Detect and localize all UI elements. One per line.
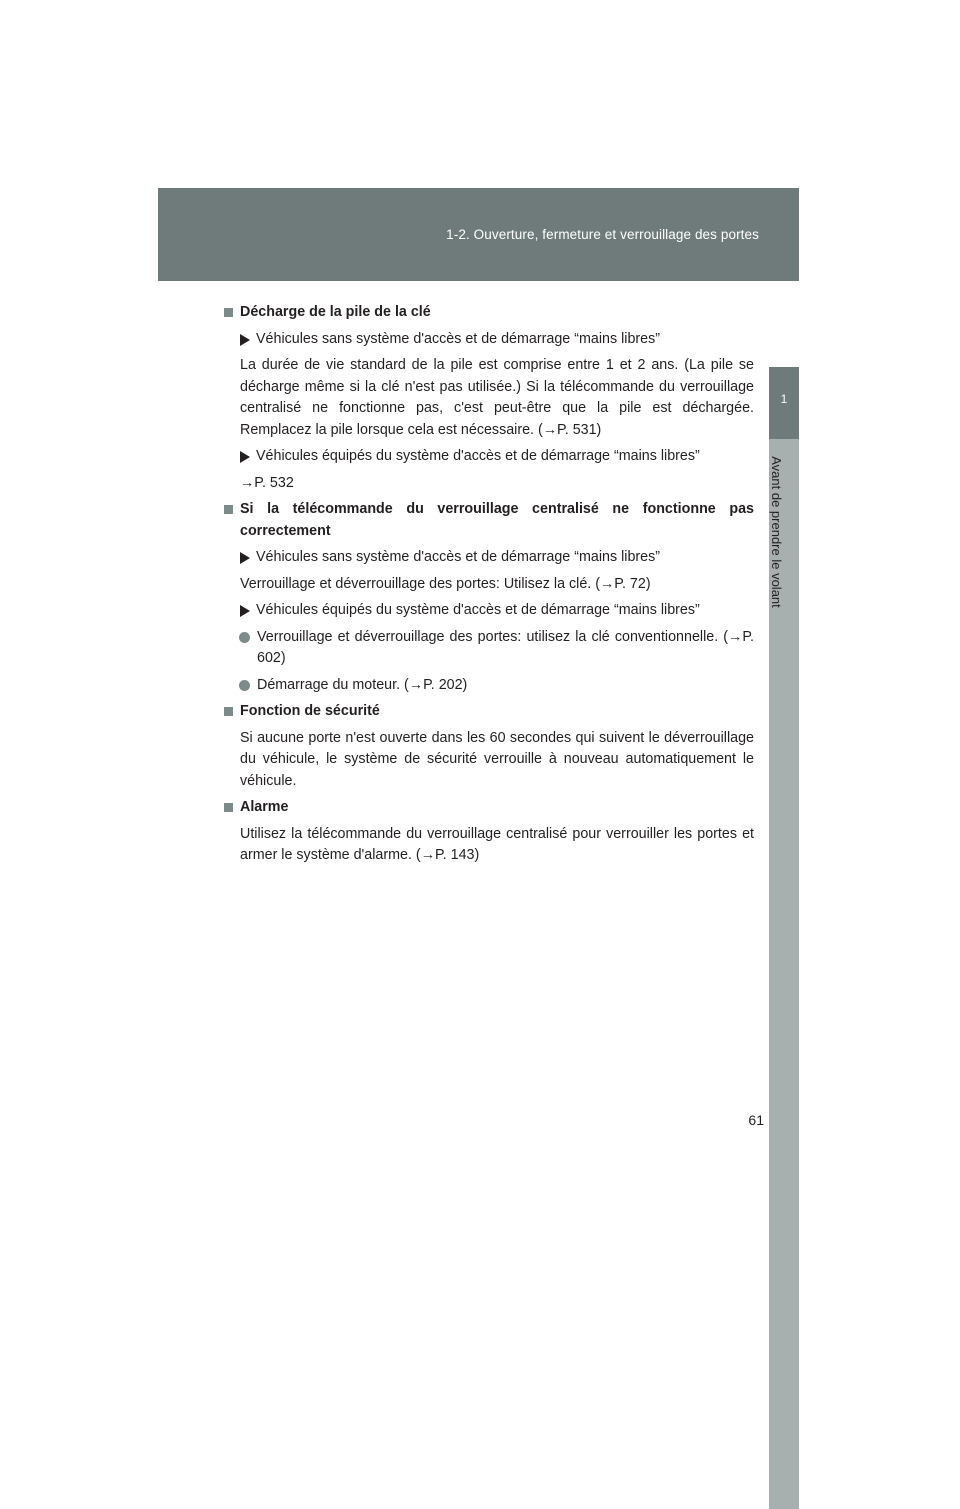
triangle-arrow-icon	[240, 552, 250, 564]
square-bullet-icon	[224, 707, 233, 716]
section-heading: Fonction de sécurité	[224, 701, 754, 723]
bullet-item: Démarrage du moteur. (→P. 202)	[224, 675, 754, 697]
triangle-arrow-icon	[240, 334, 250, 346]
square-bullet-icon	[224, 308, 233, 317]
page-reference: →P. 532	[240, 474, 294, 491]
chapter-tab	[769, 367, 799, 439]
page-number: 61	[748, 1112, 764, 1128]
chapter-number: 1	[780, 392, 788, 406]
section-title: 1-2. Ouverture, fermeture et verrouillage des portes	[446, 227, 759, 242]
paragraph: Si aucune porte n'est ouverte dans les 60 secondes qui suivent le déverrouillage du véhicule, le système de sécurité verrouille à nouveau automatiquement le véhicule.	[240, 729, 754, 789]
condition-line: Véhicules sans système d'accès et de démarrage “mains libres”	[224, 329, 754, 351]
header-band	[158, 188, 799, 281]
chapter-label: Avant de prendre le volant	[769, 456, 784, 608]
page-content	[224, 302, 754, 872]
round-bullet-icon	[239, 680, 250, 691]
section-heading: Si la télécommande du verrouillage centralisé ne fonctionne pas correctement	[224, 499, 754, 542]
paragraph: Verrouillage et déverrouillage des portes: Utilisez la clé. (→P. 72)	[240, 575, 651, 592]
condition-line: Véhicules sans système d'accès et de démarrage “mains libres”	[224, 547, 754, 569]
condition-line: Véhicules équipés du système d'accès et de démarrage “mains libres”	[224, 600, 754, 622]
triangle-arrow-icon	[240, 605, 250, 617]
section-heading: Alarme	[224, 797, 754, 819]
bullet-item: Verrouillage et déverrouillage des portes: utilisez la clé conventionnelle. (→P. 602)	[224, 627, 754, 670]
square-bullet-icon	[224, 803, 233, 812]
square-bullet-icon	[224, 505, 233, 514]
paragraph: La durée de vie standard de la pile est comprise entre 1 et 2 ans. (La pile se décharge même si la clé n'est pas utilisée.) Si la télécommande du verrouillage centralisé ne fonctionne pas, c'est peut-être que la pile est déchargée. Remplacez la pile lorsque cela est nécessaire. (→P. 531)	[240, 357, 754, 438]
paragraph: Utilisez la télécommande du verrouillage centralisé pour verrouiller les portes et armer le système d'alarme. (→P. 143)	[240, 825, 754, 863]
triangle-arrow-icon	[240, 451, 250, 463]
round-bullet-icon	[239, 632, 250, 643]
section-heading: Décharge de la pile de la clé	[224, 302, 754, 324]
condition-line: Véhicules équipés du système d'accès et de démarrage “mains libres”	[224, 446, 754, 468]
